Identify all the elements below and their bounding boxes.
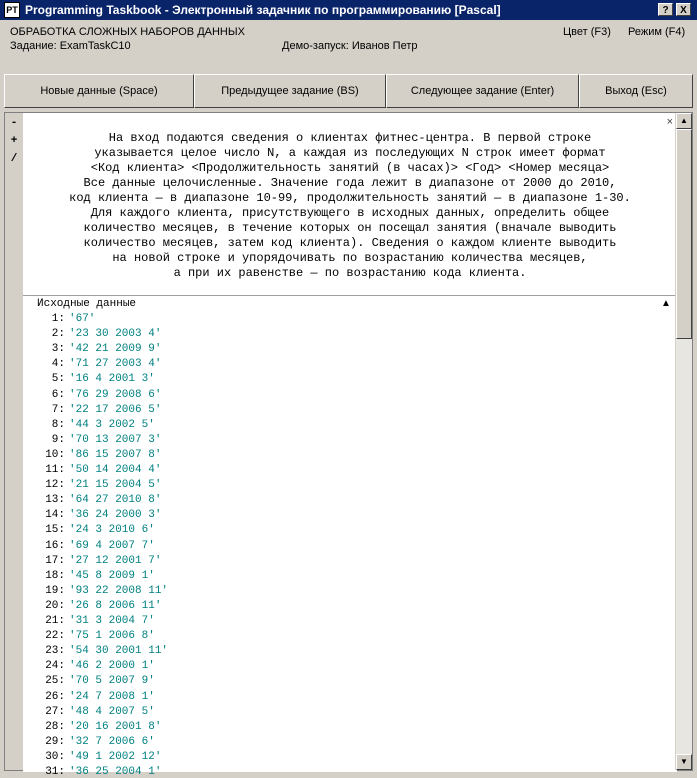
row-value: '50 14 2004 4' (69, 464, 162, 476)
previous-task-button[interactable]: Предыдущее задание (BS) (194, 74, 386, 108)
row-number: 3: (51, 343, 65, 356)
row-value: '49 1 2002 12' (69, 750, 162, 763)
task-description (23, 113, 677, 296)
task-line: Для каждого клиента, присутствующего в исходных данных, определить общее (90, 206, 610, 220)
task-line: количество месяцев, в течение которых он посещал занятия (вначале выводить (83, 221, 617, 235)
next-task-button[interactable]: Следующее задание (Enter) (386, 74, 579, 108)
button-bar (0, 72, 697, 110)
row-number: 31: (45, 766, 65, 778)
row-number: 5: (51, 373, 65, 386)
row-number: 19: (45, 584, 65, 597)
row-value: '26 8 2006 11' (69, 599, 162, 612)
row-number: 23: (45, 645, 65, 658)
task-line: Все данные целочисленные. Значение года лежит в диапазоне от 2000 до 2010, (83, 176, 617, 190)
row-value: '75 1 2006 8' (69, 630, 155, 643)
row-number: 2: (51, 328, 65, 341)
row-number: 26: (45, 690, 65, 703)
new-data-button[interactable]: Новые данные (Space) (4, 74, 194, 108)
row-value: '69 4 2007 7' (69, 539, 155, 552)
row-value: '36 25 2004 1' (69, 766, 162, 778)
row-number: 16: (45, 539, 65, 552)
row-number: 15: (45, 524, 65, 537)
font-size-gutter (5, 113, 23, 770)
task-info-panel (0, 20, 697, 70)
row-number: 25: (45, 675, 65, 688)
task-line: количество месяцев, затем код клиента). Сведения о каждом клиенте выводить (83, 236, 617, 250)
row-value: '45 8 2009 1' (69, 569, 155, 582)
row-number: 12: (45, 479, 65, 492)
row-number: 10: (45, 448, 65, 461)
row-value: '93 22 2008 11' (69, 584, 169, 597)
row-value: '31 3 2004 7' (69, 615, 155, 627)
help-button[interactable]: ? (658, 3, 673, 16)
row-value: '24 3 2010 6' (69, 524, 155, 537)
task-group-label: ОБРАБОТКА СЛОЖНЫХ НАБОРОВ ДАННЫХ (10, 26, 245, 38)
row-number: 28: (45, 720, 65, 733)
task-name-label: Задание: ExamTaskC10 (10, 40, 131, 52)
task-line: код клиента — в диапазоне 10-99, продолжительность занятий — в диапазоне 1-30. (69, 191, 631, 205)
row-value: '23 30 2003 4' (69, 328, 162, 341)
row-number: 9: (51, 433, 65, 446)
row-value: '70 13 2007 3' (69, 433, 162, 446)
row-number: 20: (45, 599, 65, 612)
row-number: 4: (51, 358, 65, 371)
row-value: '86 15 2007 8' (69, 448, 162, 461)
task-line: На вход подаются сведения о клиентах фитнес-центра. В первой строке (108, 131, 592, 145)
input-data-header: Исходные данные (37, 298, 137, 310)
window-title: Programming Taskbook - Электронный задачник по программированию [Pascal] (25, 3, 501, 17)
row-number: 27: (45, 705, 65, 718)
row-number: 18: (45, 569, 65, 582)
row-value: '76 29 2008 6' (69, 388, 162, 401)
increase-font-button[interactable]: + (10, 135, 18, 147)
row-value: '21 15 2004 5' (69, 479, 162, 492)
scroll-down-button[interactable]: ▼ (676, 754, 692, 770)
vertical-scrollbar[interactable] (675, 113, 692, 770)
row-value: '48 4 2007 5' (69, 705, 155, 718)
row-number: 22: (45, 630, 65, 643)
scrollbar-thumb[interactable] (676, 129, 692, 339)
row-number: 1: (51, 313, 65, 325)
row-number: 17: (45, 554, 65, 567)
scroll-up-button[interactable]: ▲ (676, 113, 692, 129)
title-bar (0, 0, 697, 20)
color-toggle[interactable]: Цвет (F3) (563, 26, 611, 38)
close-task-icon[interactable]: × (666, 116, 673, 128)
row-number: 29: (45, 735, 65, 748)
input-data-section (23, 296, 677, 778)
row-number: 14: (45, 509, 65, 522)
row-value: '22 17 2006 5' (69, 403, 162, 416)
row-value: '27 12 2001 7' (69, 554, 162, 567)
app-icon: PT (4, 2, 20, 18)
demo-run-label: Демо-запуск: Иванов Петр (282, 40, 418, 52)
row-value: '70 5 2007 9' (69, 675, 155, 688)
task-line: указывается целое число N, а каждая из последующих N строк имеет формат (94, 146, 606, 160)
row-number: 13: (45, 494, 65, 507)
row-value: '67' (69, 313, 96, 325)
row-value: '64 27 2010 8' (69, 494, 162, 507)
row-number: 24: (45, 660, 65, 673)
task-line: а при их равенстве — по возрастанию кода клиента. (173, 266, 527, 280)
row-number: 30: (45, 750, 65, 763)
close-button[interactable]: X (676, 3, 691, 16)
pin-icon[interactable]: ▲ (661, 298, 671, 309)
row-number: 11: (45, 464, 65, 476)
row-value: '16 4 2001 3' (69, 373, 155, 386)
decrease-font-button[interactable]: - (10, 117, 18, 129)
work-area (4, 112, 693, 778)
row-value: '42 21 2009 9' (69, 343, 162, 356)
row-number: 7: (51, 403, 65, 416)
task-line: <Код клиента> <Продолжительность занятий (в часах)> <Год> <Номер месяца> (90, 161, 610, 175)
task-line: на новой строке и упорядочивать по возрастанию количества месяцев, (112, 251, 588, 265)
row-value: '32 7 2006 6' (69, 735, 155, 748)
row-number: 21: (45, 615, 65, 627)
row-value: '24 7 2008 1' (69, 690, 155, 703)
row-value: '20 16 2001 8' (69, 720, 162, 733)
row-value: '44 3 2002 5' (69, 418, 155, 431)
row-number: 6: (51, 388, 65, 401)
row-value: '71 27 2003 4' (69, 358, 162, 371)
row-value: '54 30 2001 11' (69, 645, 169, 658)
row-number: 8: (51, 418, 65, 431)
row-value: '46 2 2000 1' (69, 660, 155, 673)
row-value: '36 24 2000 3' (69, 509, 162, 522)
mode-toggle[interactable]: Режим (F4) (628, 26, 686, 38)
toggle-format-button[interactable]: / (10, 153, 18, 165)
exit-button[interactable]: Выход (Esc) (579, 74, 693, 108)
